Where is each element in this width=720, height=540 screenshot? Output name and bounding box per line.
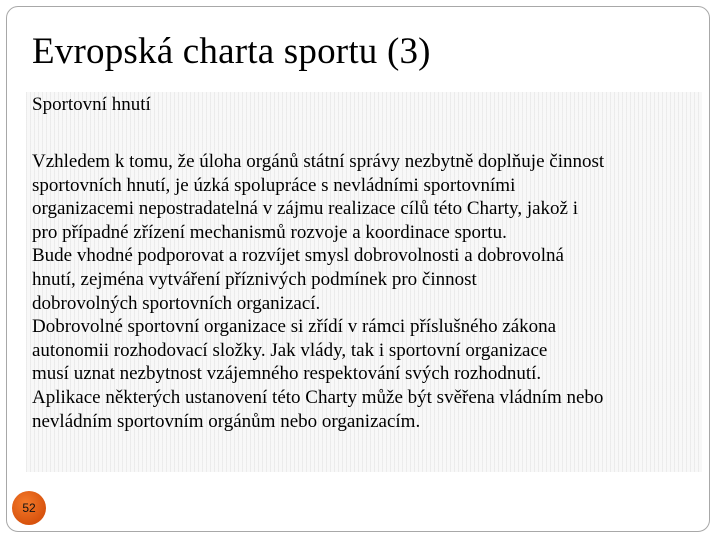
paragraph-list <box>32 150 700 433</box>
page-number: 52 <box>22 501 36 515</box>
page-number-badge <box>12 491 46 525</box>
slide-title: Evropská charta sportu (3) <box>32 31 431 72</box>
paragraph-1: Vzhledem k tomu, že úloha orgánů státní správy nezbytně doplňuje činnost sportovních hnutí, je úzká spolupráce s nevládními sportovními organizacemi nepostradatelná v zájmu realizace cílů této Charty, jakož i pro případné zřízení mechanismů rozvoje a koordinace sportu. <box>32 151 605 243</box>
paragraph-4: Aplikace některých ustanovení této Charty může být svěřena vládním nebo nevládním sportovním orgánům nebo organizacím. <box>32 386 604 432</box>
section-subtitle: Sportovní hnutí <box>32 94 151 115</box>
paragraph-3: Dobrovolné sportovní organizace si zřídí v rámci příslušného zákona autonomii rozhodovací složky. Jak vlády, tak i sportovní organizace musí uznat nezbytnost vzájemného respektování svých rozhodnutí. <box>32 316 557 385</box>
paragraph-2: Bude vhodné podporovat a rozvíjet smysl dobrovolnosti a dobrovolná hnutí, zejména vytváření příznivých podmínek pro činnost dobrovolných sportovních organizací. <box>32 245 564 314</box>
content-area <box>26 92 702 472</box>
